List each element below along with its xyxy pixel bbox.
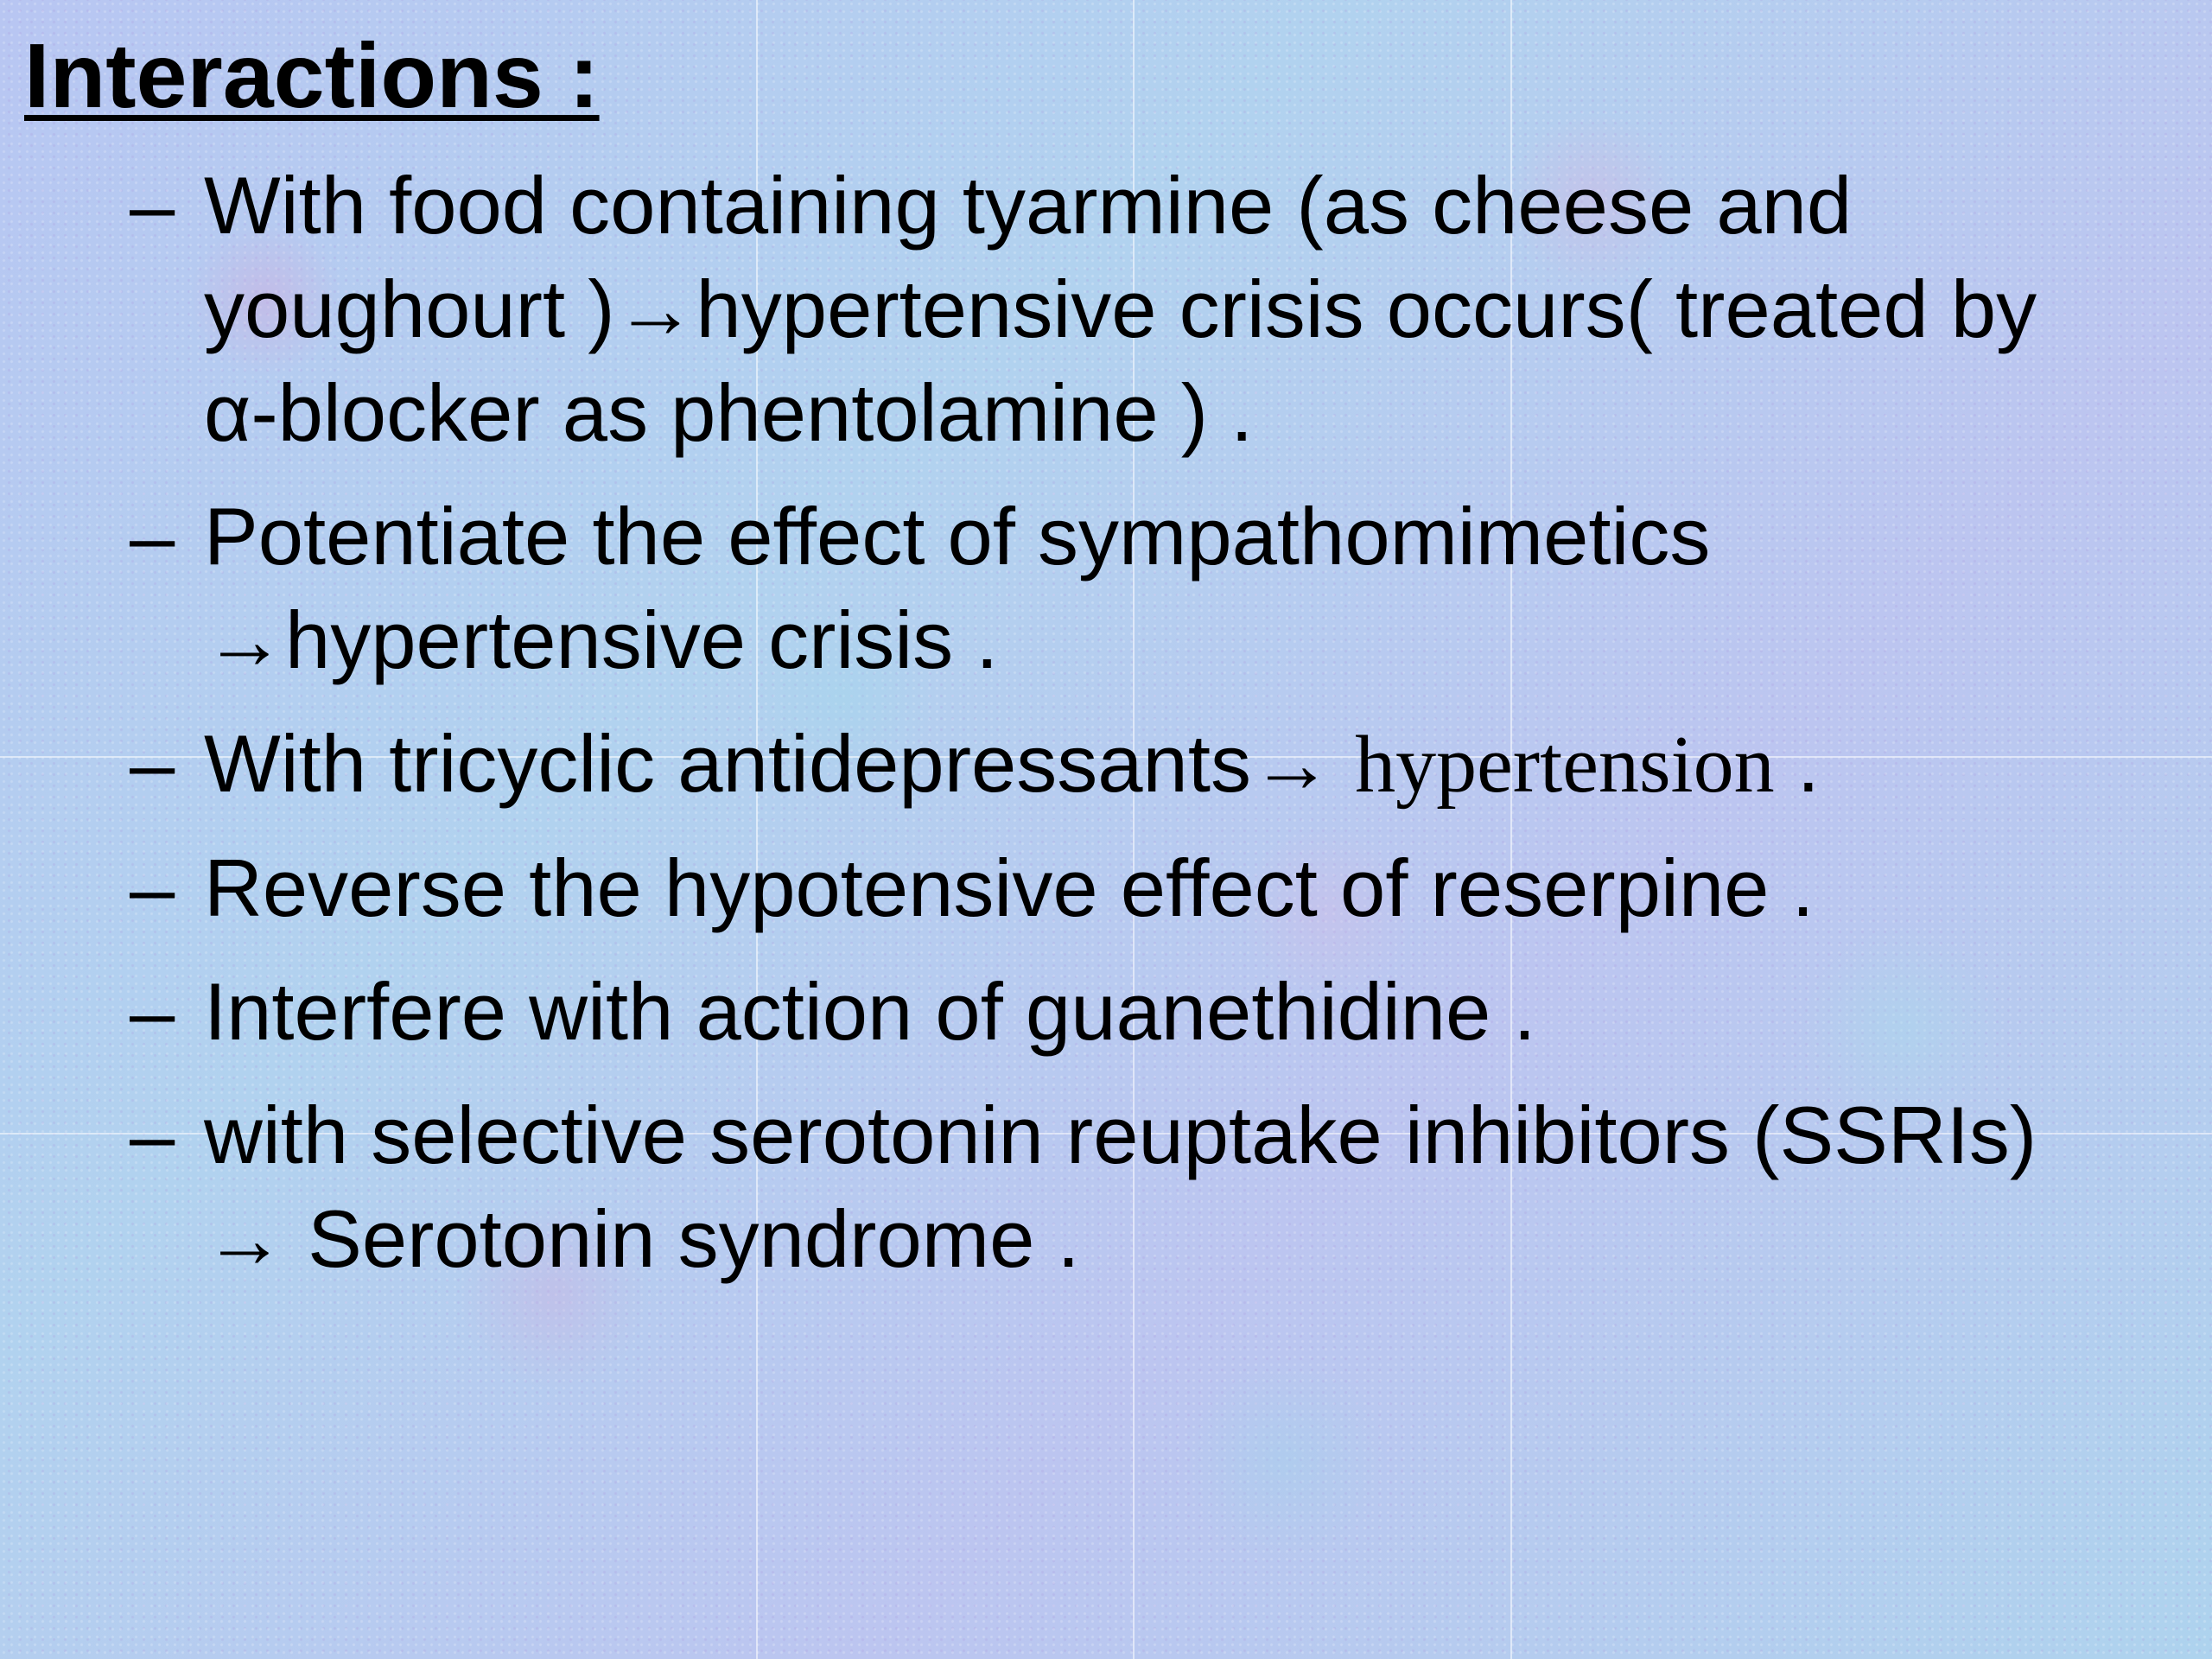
bullet-text-serif: hypertension	[1355, 720, 1775, 810]
bullet-text: .	[1774, 718, 1820, 809]
bullet-item-tricyclic	[0, 712, 2174, 817]
bullet-line: with selective serotonin reuptake inhibitors (SSRIs)	[204, 1090, 2037, 1180]
bullet-line: Reverse the hypotensive effect of reserpine .	[204, 842, 1815, 933]
bullet-text: With tricyclic antidepressants→	[204, 718, 1356, 809]
bullet-line: α-blocker as phentolamine ) .	[204, 367, 1254, 458]
bullet-dash: –	[130, 966, 175, 1057]
bullet-dash: –	[130, 160, 175, 251]
bullet-item-reserpine	[0, 836, 2174, 940]
bullet-item-sympathomimetics	[0, 485, 2174, 692]
bullet-line: youghourt )→hypertensive crisis occurs( treated by	[204, 264, 2037, 354]
bullet-item-tyramine	[0, 154, 2174, 465]
bullet-line: →hypertensive crisis .	[204, 594, 999, 685]
bullet-item-guanethidine	[0, 960, 2174, 1064]
bullet-dash: –	[130, 842, 175, 933]
bullet-dash: –	[130, 491, 175, 582]
bullet-dash: –	[130, 1090, 175, 1180]
bullet-line: → Serotonin syndrome .	[204, 1193, 1080, 1284]
bullet-list	[0, 154, 2212, 1311]
bullet-item-ssri	[0, 1084, 2174, 1291]
bullet-line: With food containing tyarmine (as cheese and	[204, 160, 1853, 251]
bullet-line: Potentiate the effect of sympathomimetics	[204, 491, 1711, 582]
bullet-dash: –	[130, 718, 175, 809]
bullet-line: Interfere with action of guanethidine .	[204, 966, 1536, 1057]
slide-title: Interactions :	[24, 25, 600, 127]
